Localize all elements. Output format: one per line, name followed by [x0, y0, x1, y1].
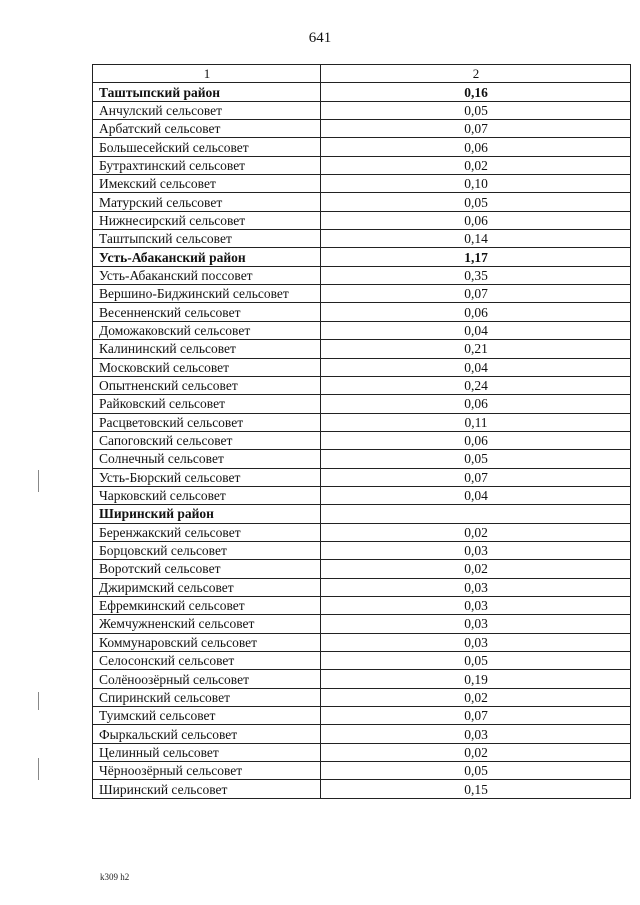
value-cell: 0,02	[321, 688, 631, 706]
value-cell: 0,07	[321, 285, 631, 303]
value-cell: 0,05	[321, 450, 631, 468]
district-name-cell: Таштыпский район	[93, 83, 321, 101]
settlement-name-cell: Анчулский сельсовет	[93, 101, 321, 119]
settlement-name-cell: Нижнесирский сельсовет	[93, 211, 321, 229]
table-row	[93, 560, 631, 578]
settlement-name-cell: Таштыпский сельсовет	[93, 230, 321, 248]
settlement-name-cell: Коммунаровский сельсовет	[93, 633, 321, 651]
settlement-name-cell: Имекский сельсовет	[93, 175, 321, 193]
column-header-1: 1	[93, 65, 321, 83]
table-row	[93, 486, 631, 504]
table-row	[93, 523, 631, 541]
value-cell: 0,02	[321, 560, 631, 578]
table-row	[93, 175, 631, 193]
settlement-name-cell: Ефремкинский сельсовет	[93, 596, 321, 614]
settlement-name-cell: Чарковский сельсовет	[93, 486, 321, 504]
table-row	[93, 652, 631, 670]
settlement-name-cell: Бутрахтинский сельсовет	[93, 156, 321, 174]
district-row	[93, 505, 631, 523]
table-row	[93, 156, 631, 174]
value-cell: 0,03	[321, 596, 631, 614]
margin-mark	[38, 692, 39, 710]
value-cell: 0,02	[321, 523, 631, 541]
table-row	[93, 303, 631, 321]
footer-code: k309 h2	[100, 872, 130, 882]
value-cell: 0,35	[321, 266, 631, 284]
value-cell: 0,24	[321, 376, 631, 394]
value-cell: 0,06	[321, 211, 631, 229]
value-cell: 0,05	[321, 652, 631, 670]
value-cell: 0,03	[321, 633, 631, 651]
settlement-name-cell: Фыркальский сельсовет	[93, 725, 321, 743]
value-cell: 0,04	[321, 321, 631, 339]
column-header-2: 2	[321, 65, 631, 83]
table-row	[93, 541, 631, 559]
table-row	[93, 285, 631, 303]
value-cell: 0,03	[321, 725, 631, 743]
settlement-name-cell: Московский сельсовет	[93, 358, 321, 376]
settlement-name-cell: Расцветовский сельсовет	[93, 413, 321, 431]
settlement-name-cell: Усть-Бюрский сельсовет	[93, 468, 321, 486]
value-cell: 0,11	[321, 413, 631, 431]
value-cell	[321, 505, 631, 523]
table-row	[93, 413, 631, 431]
value-cell: 0,05	[321, 101, 631, 119]
value-cell: 0,05	[321, 193, 631, 211]
table-row	[93, 725, 631, 743]
table-row	[93, 193, 631, 211]
settlement-name-cell: Матурский сельсовет	[93, 193, 321, 211]
value-cell: 0,14	[321, 230, 631, 248]
table-row	[93, 762, 631, 780]
settlement-name-cell: Сапоговский сельсовет	[93, 431, 321, 449]
table-row	[93, 376, 631, 394]
value-cell: 0,03	[321, 541, 631, 559]
table-row	[93, 120, 631, 138]
table-row	[93, 358, 631, 376]
value-cell: 0,05	[321, 762, 631, 780]
table-row	[93, 450, 631, 468]
table-row	[93, 596, 631, 614]
value-cell: 0,04	[321, 486, 631, 504]
settlement-name-cell: Спиринский сельсовет	[93, 688, 321, 706]
value-cell: 0,02	[321, 156, 631, 174]
table-row	[93, 395, 631, 413]
value-cell: 0,15	[321, 780, 631, 798]
table-row	[93, 340, 631, 358]
district-row	[93, 248, 631, 266]
settlement-name-cell: Вершино-Биджинский сельсовет	[93, 285, 321, 303]
settlement-name-cell: Беренжакский сельсовет	[93, 523, 321, 541]
value-cell: 0,02	[321, 743, 631, 761]
table-row	[93, 578, 631, 596]
settlement-name-cell: Солёноозёрный сельсовет	[93, 670, 321, 688]
district-name-cell: Усть-Абаканский район	[93, 248, 321, 266]
value-cell: 0,07	[321, 707, 631, 725]
margin-mark	[38, 758, 39, 780]
value-cell: 0,19	[321, 670, 631, 688]
settlement-name-cell: Калининский сельсовет	[93, 340, 321, 358]
table-row	[93, 468, 631, 486]
table-row	[93, 101, 631, 119]
settlement-name-cell: Райковский сельсовет	[93, 395, 321, 413]
value-cell: 1,17	[321, 248, 631, 266]
table-row	[93, 431, 631, 449]
settlement-name-cell: Весенненский сельсовет	[93, 303, 321, 321]
value-cell: 0,16	[321, 83, 631, 101]
table-row	[93, 230, 631, 248]
settlement-name-cell: Воротский сельсовет	[93, 560, 321, 578]
value-cell: 0,06	[321, 395, 631, 413]
value-cell: 0,07	[321, 468, 631, 486]
table-row	[93, 743, 631, 761]
settlement-name-cell: Солнечный сельсовет	[93, 450, 321, 468]
value-cell: 0,04	[321, 358, 631, 376]
table-row	[93, 688, 631, 706]
settlement-name-cell: Чёрноозёрный сельсовет	[93, 762, 321, 780]
settlement-name-cell: Доможаковский сельсовет	[93, 321, 321, 339]
data-table	[92, 64, 631, 799]
table-row	[93, 211, 631, 229]
table-body	[93, 65, 631, 799]
settlement-name-cell: Джиримский сельсовет	[93, 578, 321, 596]
settlement-name-cell: Туимский сельсовет	[93, 707, 321, 725]
table-row	[93, 138, 631, 156]
table-row	[93, 615, 631, 633]
value-cell: 0,06	[321, 431, 631, 449]
settlement-name-cell: Борцовский сельсовет	[93, 541, 321, 559]
value-cell: 0,06	[321, 303, 631, 321]
settlement-name-cell: Жемчужненский сельсовет	[93, 615, 321, 633]
settlement-name-cell: Усть-Абаканский поссовет	[93, 266, 321, 284]
settlement-name-cell: Ширинский сельсовет	[93, 780, 321, 798]
value-cell: 0,03	[321, 615, 631, 633]
table-row	[93, 780, 631, 798]
district-name-cell: Ширинский район	[93, 505, 321, 523]
settlement-name-cell: Опытненский сельсовет	[93, 376, 321, 394]
table-row	[93, 266, 631, 284]
page-number: 641	[308, 30, 332, 46]
value-cell: 0,06	[321, 138, 631, 156]
settlement-name-cell: Арбатский сельсовет	[93, 120, 321, 138]
settlement-name-cell: Большесейский сельсовет	[93, 138, 321, 156]
margin-mark	[38, 470, 39, 492]
table-row	[93, 707, 631, 725]
table-header-row	[93, 65, 631, 83]
settlement-name-cell: Целинный сельсовет	[93, 743, 321, 761]
value-cell: 0,10	[321, 175, 631, 193]
table-row	[93, 633, 631, 651]
value-cell: 0,21	[321, 340, 631, 358]
district-row	[93, 83, 631, 101]
table-row	[93, 321, 631, 339]
value-cell: 0,07	[321, 120, 631, 138]
table-row	[93, 670, 631, 688]
value-cell: 0,03	[321, 578, 631, 596]
settlement-name-cell: Селосонский сельсовет	[93, 652, 321, 670]
